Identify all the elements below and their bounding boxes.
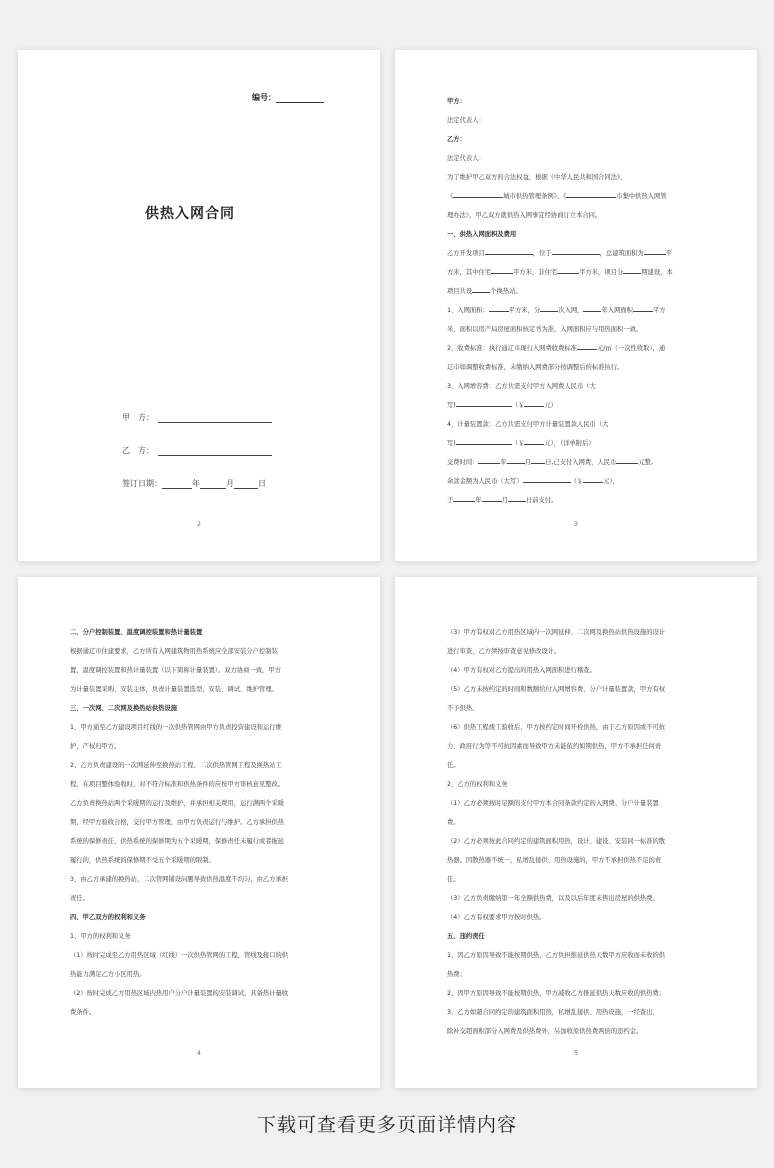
text-line: 费。: [447, 819, 460, 826]
day-label: 日: [258, 479, 266, 488]
signing-date-row: [122, 478, 266, 489]
download-more-caption: 下载可查看更多页面详情内容: [256, 1114, 517, 1136]
party-a-label: 甲 方：: [122, 413, 154, 422]
page-number: 5: [574, 1050, 578, 1057]
month-blank: [200, 480, 226, 489]
text-line: 1、甲方通至乙方建设项目红线的一次供热管网由甲方负责投资建设和运行维: [70, 724, 282, 731]
text-line: 热能力满足乙方小区用热。: [70, 971, 146, 978]
section-heading: 一、供热入网面积及费用: [447, 231, 517, 238]
text-line: （2）乙方必须按此合同约定的建筑面积用热，设计、建设、安装同一标准的散: [447, 838, 666, 845]
text-line: （3）甲方有权对乙方用热区域内一次网延伸、二次网及换热站供热设施的设计: [447, 629, 666, 636]
section-heading: 五、违约责任: [447, 933, 485, 940]
text-line: 4、计量装置款：乙方共需支付甲方计量装置款人民币（大: [447, 421, 609, 428]
page-body: [447, 623, 705, 1041]
contract-page-cover: [18, 50, 380, 561]
text-line: 辽市如调整收费标准，未缴纳入网费部分按调整后的标准执行。: [447, 364, 624, 371]
party-b-blank: [158, 447, 272, 456]
text-line: （6）供热工程竣工验收后，甲方按约定时间开栓供热，由于乙方原因或不可抗: [447, 724, 666, 731]
page-number: 2: [197, 521, 201, 528]
party-a-sign-row: [122, 412, 272, 423]
section-heading: 三、一次网、二次网及换热站供热设施: [70, 705, 178, 712]
text-line: 乙方开发项目 ，位于 ，总建筑面积为 平: [447, 244, 705, 263]
text-line: 为计量装置采购、安装主体，负责计量装置选型、安装、调试、维护管理。: [70, 686, 278, 693]
text-line: 热费；: [447, 971, 466, 978]
text-line: 甲方：: [447, 98, 466, 105]
text-line: 期，经甲方验收合格，交付甲方管理，由甲方负责运行与维护。乙方承担供热: [70, 819, 285, 826]
contract-title: 供热入网合同: [145, 206, 235, 222]
contract-page-5: [395, 577, 757, 1088]
text-line: 乙方：: [447, 136, 466, 143]
text-line: 理办法》，甲乙双方就供热入网事宜经协商订立本合同。: [447, 212, 602, 219]
text-line: （5）乙方未按约定的时间和数额给付入网增容费、分户计量装置款，甲方有权: [447, 686, 666, 693]
text-line: 1、甲方的权利和义务: [70, 933, 131, 940]
text-line: 2、乙方的权利和义务: [447, 781, 508, 788]
text-line: （4）甲方有权对乙方提出的用热入网面积进行稽查。: [447, 667, 596, 674]
signing-date-label: 签订日期：: [122, 479, 162, 488]
text-line: 项目共设 个换热站。: [447, 282, 705, 301]
text-line: 交费时间： 年 月 日,已支付入网费，人民币 元整,: [447, 453, 705, 472]
text-line: 于 年 月 日前支付。: [447, 491, 705, 510]
party-b-label: 乙 方：: [122, 446, 154, 455]
page-number: 4: [197, 1050, 201, 1057]
text-line: （4）乙方有权要求甲方按时供热。: [447, 914, 546, 921]
text-line: 3、乙方如超合同约定的建筑面积用热，私增乱接供、用热设施，一经查出，: [447, 1009, 659, 1016]
text-line: 3、由乙方承建的换热站、二次管网铺设问题导致供热温度不均匀，由乙方承担: [70, 876, 289, 883]
text-line: 乙方负责换热站两个采暖期的运行及维护，并承担相关费用，运行满两个采暖: [70, 800, 285, 807]
party-a-blank: [158, 414, 272, 423]
text-line: 护，产权归甲方。: [70, 743, 121, 750]
text-line: 写) （￥ 元）: [447, 396, 705, 415]
month-label: 月: [226, 479, 234, 488]
text-line: 系统的保修责任，供热系统的保修期为五个采暖期，保修责任未履行或者拖延: [70, 838, 285, 845]
text-line: 写) （￥ 元），（详单附后）: [447, 434, 705, 453]
text-line: （3）乙方负责缴纳第一年全额供热费，以及以后年度未售出房屋的供热费。: [447, 895, 659, 902]
text-line: （2）按时完成乙方用热区域内热用户分户计量装置的安装调试，具备热计量收: [70, 990, 289, 997]
text-line: 《 城市供热管理条例》、《 市集中供热入网管: [447, 187, 705, 206]
text-line: 根据通辽市住建要求，乙方所有入网建筑物用热系统应全部安装分户控制装: [70, 648, 278, 655]
text-line: 1、因乙方原因导致不能按期供热，乙方负担推延供热天数甲方应收而未收的供: [447, 952, 666, 959]
text-line: 履行的，供热系统的保修期不受五个采暖期的限制。: [70, 857, 215, 864]
day-blank: [234, 480, 258, 489]
contract-number-blank: [276, 94, 324, 103]
contract-number-label: 编号：: [252, 93, 276, 102]
text-line: 2、收费标准：执行通辽市现行入网费收费标准 元/㎡（一次性收取），通: [447, 339, 705, 358]
year-blank: [162, 480, 192, 489]
text-line: 费条件。: [70, 1009, 96, 1016]
text-line: 进行审查，乙方须按审查意见修改设计。: [447, 648, 561, 655]
text-line: 热器。因散热器不统一，私增乱接供、用热设施的，甲方不承担供热不足的责: [447, 857, 662, 864]
text-line: 任。: [447, 876, 460, 883]
text-line: 为了维护甲乙双方的合法权益，根据《中华人民共和国合同法》、: [447, 174, 627, 181]
text-line: 法定代表人：: [447, 117, 485, 124]
page-number: 3: [574, 521, 578, 528]
contract-number-field: [252, 92, 324, 103]
text-line: （1）按时完成至乙方用热区域（红线）一次供热管网的工程，管线及接口的供: [70, 952, 289, 959]
text-line: 任。: [447, 762, 460, 769]
text-line: 3、入网增容费：乙方共需支付甲方入网费人民币（大: [447, 383, 596, 390]
text-line: 不予供热。: [447, 705, 479, 712]
page-body: [447, 92, 705, 510]
text-line: 程，在项目整体验收时，对不符合标准和供热条件的应按甲方审核意见整改。: [70, 781, 285, 788]
text-line: 除补交超面积部分入网费及供热费外，另加收原供热费两倍的违约金。: [447, 1028, 643, 1035]
page-body: [70, 623, 328, 1022]
text-line: 余款金额为人民币（大写） （￥ 元），: [447, 472, 705, 491]
text-line: 1、入网面积： 平方米，分 次入网， 年入网面积 平方: [447, 301, 705, 320]
contract-page-4: [18, 577, 380, 1088]
section-heading: 二、分户控制装置、温度调控装置和热计量装置: [70, 629, 203, 636]
text-line: 力、政府行为等不可抗因素而导致甲方未能依约如期供热，甲方不承担任何责: [447, 743, 662, 750]
year-label: 年: [192, 479, 200, 488]
text-line: 法定代表人：: [447, 155, 485, 162]
section-heading: 四、甲乙双方的权利和义务: [70, 914, 146, 921]
contract-page-3: [395, 50, 757, 561]
text-line: 置、温度调控装置和热计量装置（以下简称计量装置）。双方协商一致，甲方: [70, 667, 281, 674]
text-line: 2、乙方负责建设的一次网延伸至换热站工程、二次供热管网工程及换热站工: [70, 762, 282, 769]
text-line: （1）乙方必须按时足额的支付甲方本合同条款约定的入网费、分户计量装置: [447, 800, 659, 807]
text-line: 米，面积以房产局房屋面积核定书为准，入网面积应与用热面积一致。: [447, 326, 643, 333]
text-line: 2、因甲方原因导致不能按期供热，甲方减收乙方推延供热天数应收的供热费；: [447, 990, 666, 997]
party-b-sign-row: [122, 445, 272, 456]
text-line: 责任。: [70, 895, 89, 902]
text-line: 方米，其中住宅 平方米，非住宅 平方米，项目分 期建设，本: [447, 263, 705, 282]
